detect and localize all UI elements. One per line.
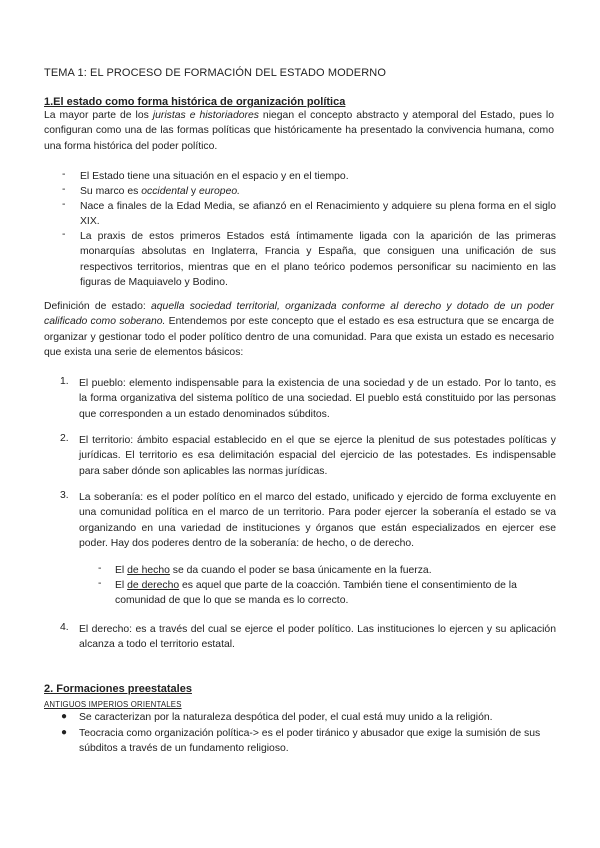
- dash-marker: -: [62, 229, 66, 240]
- list-item: El derecho: es a través del cual se ejerce el poder político. Las instituciones lo ejercen y su aplicación alcanza a todo el territorio estatal.: [79, 624, 556, 651]
- bullet-dot: ●: [61, 711, 68, 722]
- definition-paragraph: Definición de estado: aquella sociedad territorial, organizada conforme al derecho y dotado de un poder calificado como soberano. Entendemos por este concepto que el estado es esa estructura que se encarga de organizar y gestionar todo el poder político dentro de una comunidad. Para que exista un estado es necesario que exista una serie de elementos básicos:: [44, 301, 554, 358]
- list-number: 4.: [60, 622, 69, 633]
- list-item: La praxis de estos primeros Estados está íntimamente ligada con la aparición de las primeras monarquías absolutas en Inglaterra, Francia y España, que consiguen una unificación de sus respectivos territorios, mientras que en el plano teórico podemos personificar su nacimiento en las figuras de Maquiavelo y Bodino.: [80, 231, 556, 288]
- dash-marker: -: [98, 563, 102, 574]
- list-item: Se caracterizan por la naturaleza despótica del poder, el cual está muy unido a la religión.: [79, 712, 493, 723]
- list-item: Teocracia como organización política-> es el poder tiránico y abusador que exige la sumisión de sus súbditos a través de un fundamento religioso.: [79, 728, 541, 755]
- dash-marker: -: [98, 578, 102, 589]
- list-number: 2.: [60, 433, 69, 444]
- list-item: Nace a finales de la Edad Media, se afianzó en el Renacimiento y adquiere su plena forma en el siglo XIX.: [80, 201, 556, 228]
- list-item: Su marco es occidental y europeo.: [80, 186, 241, 197]
- list-number: 1.: [60, 376, 69, 387]
- list-item: El pueblo: elemento indispensable para la existencia de una sociedad y de un estado. Por lo tanto, es la forma organizativa del sistema político de una sociedad. El pueblo está constituido por las personas que corresponden a un estado denominados súbditos.: [79, 378, 556, 420]
- list-number: 3.: [60, 490, 69, 501]
- dash-marker: -: [62, 199, 66, 210]
- list-item: El territorio: ámbito espacial establecido en el que se ejerce la plenitud de sus potestades políticas y jurídicas. El territorio es esa delimitación espacial del ejercicio de las potestades. Es indispensable para saber dónde son aplicables las normas jurídicas.: [79, 435, 556, 477]
- intro-paragraph: La mayor parte de los juristas e historiadores niegan el concepto abstracto y atemporal del Estado, pues lo configuran como una de las formas políticas que históricamente ha presentado la convivencia humana, como una forma histórica del poder político.: [44, 110, 554, 152]
- document-title: TEMA 1: EL PROCESO DE FORMACIÓN DEL ESTADO MODERNO: [44, 67, 386, 79]
- dash-marker: -: [62, 169, 66, 180]
- list-item: El Estado tiene una situación en el espacio y en el tiempo.: [80, 171, 349, 182]
- list-item: El de hecho se da cuando el poder se basa únicamente en la fuerza.: [115, 565, 432, 576]
- dash-marker: -: [62, 184, 66, 195]
- section-1-heading: 1.El estado como forma histórica de organización política: [44, 96, 346, 108]
- section-2-subheading: ANTIGUOS IMPERIOS ORIENTALES: [44, 700, 182, 709]
- bullet-dot: ●: [61, 727, 68, 738]
- list-item: La soberanía: es el poder político en el marco del estado, unificado y ejercido de forma excluyente en una comunidad política en el marco de un territorio. Para poder ejercer la soberanía el estado se va organizando en una variedad de instituciones y órganos que están especializados en ejercer ese poder. Hay dos poderes dentro de la soberanía: de hecho, o de derecho.: [79, 492, 556, 549]
- list-item: El de derecho es aquel que parte de la coacción. También tiene el consentimiento de la comunidad de que lo que se manda es lo correcto.: [115, 580, 517, 607]
- section-2-heading: 2. Formaciones preestatales: [44, 683, 192, 695]
